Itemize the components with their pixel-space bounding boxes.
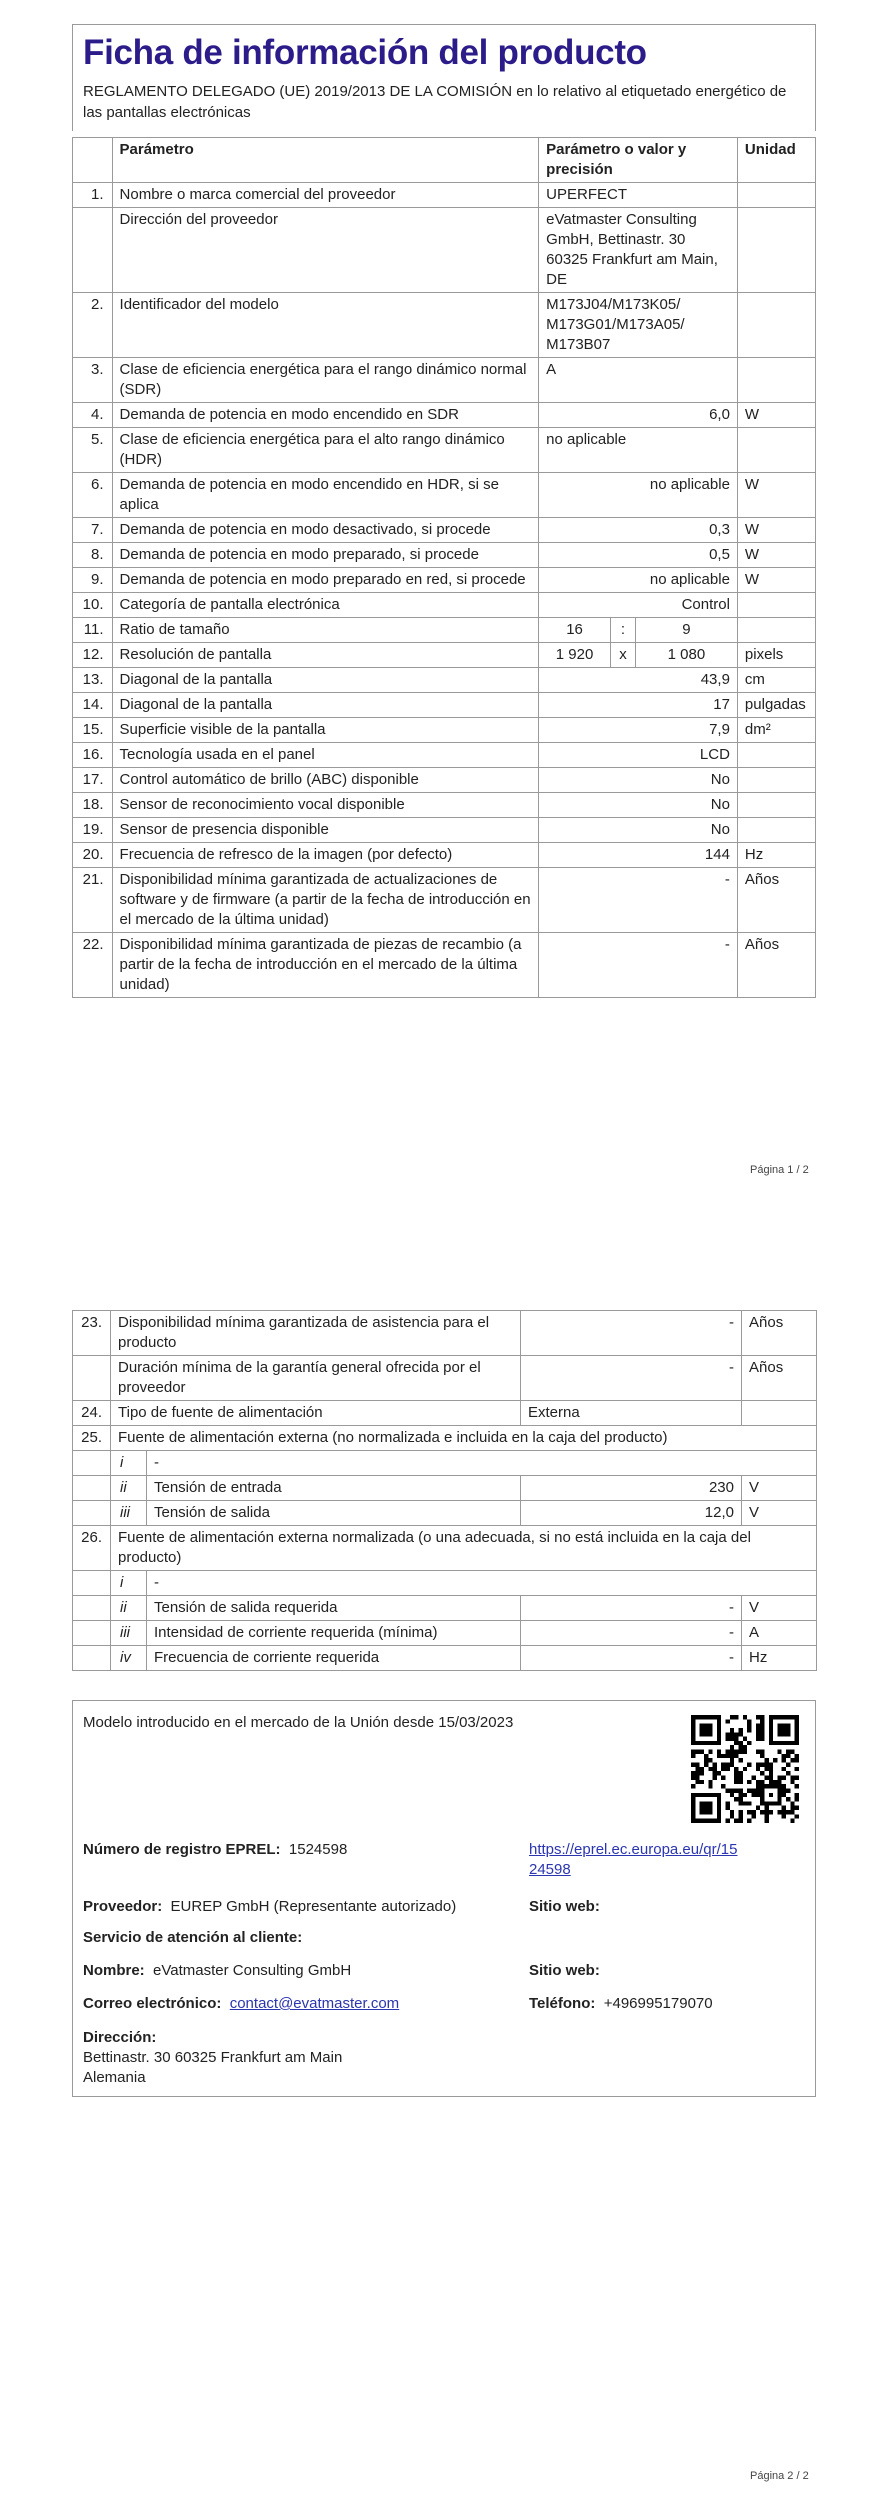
- table-row: [73, 718, 816, 743]
- parameters-table-page-1: [72, 137, 816, 998]
- sub-parameter: Intensidad de corriente requerida (mínima): [147, 1621, 521, 1646]
- row-number: 26.: [73, 1526, 111, 1571]
- sub-unit: V: [742, 1476, 817, 1501]
- sub-value: 230: [521, 1476, 742, 1501]
- row-parameter: Nombre o marca comercial del proveedor: [112, 183, 539, 208]
- sub-index: iii: [111, 1621, 147, 1646]
- sub-parameter: Tensión de salida: [147, 1501, 521, 1526]
- sub-unit: Hz: [742, 1646, 817, 1671]
- row-unit: [737, 818, 815, 843]
- row-number: 3.: [73, 358, 113, 403]
- header-value: Parámetro o valor y precisión: [539, 138, 738, 183]
- row-number: 12.: [73, 643, 113, 668]
- row-value: no aplicable: [539, 473, 738, 518]
- row-parameter: Demanda de potencia en modo encendido en HDR, si se aplica: [112, 473, 539, 518]
- power-supply-header-row: [73, 1526, 817, 1571]
- row-parameter: Clase de eficiencia energética para el rango dinámico normal (SDR): [112, 358, 539, 403]
- sub-unit: V: [742, 1596, 817, 1621]
- address-line-2: Alemania: [83, 2069, 146, 2086]
- row-value: 6,0: [539, 403, 738, 428]
- table-row: [73, 818, 816, 843]
- supplier-row: [83, 1897, 456, 1917]
- row-number: 7.: [73, 518, 113, 543]
- row-number: 17.: [73, 768, 113, 793]
- row-value: -: [521, 1311, 742, 1356]
- table-row: [73, 843, 816, 868]
- row-parameter: Frecuencia de refresco de la imagen (por defecto): [112, 843, 539, 868]
- page-number-2: Página 2 / 2: [750, 2470, 809, 2482]
- row-value: Control: [539, 593, 738, 618]
- row-value-b: 1 080: [635, 643, 737, 668]
- sub-value: 12,0: [521, 1501, 742, 1526]
- table-row: [73, 768, 816, 793]
- row-number: 25.: [73, 1426, 111, 1451]
- power-supply-sub-row: [73, 1596, 817, 1621]
- power-supply-sub-row: [73, 1571, 817, 1596]
- row-number: 11.: [73, 618, 113, 643]
- row-number: 1.: [73, 183, 113, 208]
- row-value: no aplicable: [539, 428, 738, 473]
- row-parameter: Control automático de brillo (ABC) disponible: [112, 768, 539, 793]
- regulation-suffix: en lo relativo al etiquetado energético de las pantallas electrónicas: [83, 83, 787, 121]
- row-value: 144: [539, 843, 738, 868]
- row-parameter: Diagonal de la pantalla: [112, 668, 539, 693]
- row-value: 0,5: [539, 543, 738, 568]
- row-parameter: Dirección del proveedor: [112, 208, 539, 293]
- sub-index: iii: [111, 1501, 147, 1526]
- row-number: 13.: [73, 668, 113, 693]
- row-unit: pixels: [737, 643, 815, 668]
- email-label: Correo electrónico:: [83, 1995, 222, 2012]
- row-unit: [737, 743, 815, 768]
- row-value: 17: [539, 693, 738, 718]
- table-row: [73, 358, 816, 403]
- row-number: 20.: [73, 843, 113, 868]
- table-row: [73, 1401, 817, 1426]
- sub-index: ii: [111, 1596, 147, 1621]
- sub-parameter: -: [147, 1451, 817, 1476]
- row-parameter: Tecnología usada en el panel: [112, 743, 539, 768]
- row-number: 16.: [73, 743, 113, 768]
- table-row: [73, 668, 816, 693]
- power-supply-sub-row: [73, 1476, 817, 1501]
- table-row: [73, 403, 816, 428]
- row-unit: [737, 768, 815, 793]
- row-value-separator: :: [610, 618, 635, 643]
- row-parameter: Identificador del modelo: [112, 293, 539, 358]
- header-param: Parámetro: [112, 138, 539, 183]
- row-number: 5.: [73, 428, 113, 473]
- row-value: eVatmaster Consulting GmbH, Bettinastr. 30 60325 Frankfurt am Main, DE: [539, 208, 738, 293]
- row-parameter: Sensor de reconocimiento vocal disponible: [112, 793, 539, 818]
- row-unit: Hz: [737, 843, 815, 868]
- eprel-link-block: [529, 1840, 737, 1880]
- supplier-label: Proveedor:: [83, 1898, 163, 1915]
- sub-value: -: [521, 1646, 742, 1671]
- row-value: LCD: [539, 743, 738, 768]
- power-supply-sub-row: [73, 1501, 817, 1526]
- row-unit: [737, 793, 815, 818]
- row-number: 9.: [73, 568, 113, 593]
- page-title: Ficha de información del producto: [83, 33, 647, 72]
- row-number-empty: [73, 1596, 111, 1621]
- phone-label: Teléfono:: [529, 1995, 596, 2012]
- eprel-link-line-1: https://eprel.ec.europa.eu/qr/15: [529, 1841, 738, 1858]
- row-unit: pulgadas: [737, 693, 815, 718]
- row-unit: [737, 428, 815, 473]
- qr-code[interactable]: [691, 1715, 799, 1823]
- row-number-empty: [73, 1646, 111, 1671]
- sub-parameter: Tensión de salida requerida: [147, 1596, 521, 1621]
- row-value-a: 1 920: [539, 643, 611, 668]
- address-block: [83, 2028, 342, 2088]
- row-parameter: Tipo de fuente de alimentación: [111, 1401, 521, 1426]
- name-value: eVatmaster Consulting GmbH: [153, 1962, 352, 1979]
- service-name-row: [83, 1961, 351, 1981]
- row-unit: [737, 208, 815, 293]
- row-unit: [737, 618, 815, 643]
- row-parameter: Demanda de potencia en modo preparado, si procede: [112, 543, 539, 568]
- row-unit: cm: [737, 668, 815, 693]
- sub-unit: A: [742, 1621, 817, 1646]
- row-value-a: 16: [539, 618, 611, 643]
- row-number-empty: [73, 1621, 111, 1646]
- row-parameter: Disponibilidad mínima garantizada de actualizaciones de software y de firmware (a partir de la fecha de introducción en el mercado de la última unidad): [112, 868, 539, 933]
- row-number-empty: [73, 1451, 111, 1476]
- row-unit: Años: [742, 1311, 817, 1356]
- row-number: 10.: [73, 593, 113, 618]
- row-parameter: Duración mínima de la garantía general ofrecida por el proveedor: [111, 1356, 521, 1401]
- row-number: 24.: [73, 1401, 111, 1426]
- customer-service-heading: [83, 1928, 302, 1948]
- row-parameter: Demanda de potencia en modo encendido en SDR: [112, 403, 539, 428]
- table-row: [73, 568, 816, 593]
- ratio-row: [73, 618, 816, 643]
- row-unit: W: [737, 473, 815, 518]
- table-row: [73, 183, 816, 208]
- row-number-empty: [73, 1501, 111, 1526]
- email-link[interactable]: contact@evatmaster.com: [229, 1995, 400, 2012]
- page-number-1: Página 1 / 2: [750, 1164, 809, 1176]
- row-value-b: 9: [635, 618, 737, 643]
- eprel-label: Número de registro EPREL:: [83, 1841, 281, 1858]
- row-number: 18.: [73, 793, 113, 818]
- sub-value: -: [521, 1621, 742, 1646]
- table-row: [73, 1356, 817, 1401]
- regulation-prefix: REGLAMENTO DELEGADO (UE) 2019/2013 DE LA COMISIÓN: [83, 83, 513, 100]
- row-value: 7,9: [539, 718, 738, 743]
- power-supply-title: Fuente de alimentación externa (no normalizada e incluida en la caja del producto): [111, 1426, 817, 1451]
- row-unit: Años: [737, 868, 815, 933]
- table-row: [73, 1311, 817, 1356]
- row-value: -: [539, 933, 738, 998]
- eprel-number: 1524598: [288, 1841, 348, 1858]
- eprel-link-line-2: 24598: [529, 1861, 571, 1878]
- header-unit: Unidad: [737, 138, 815, 183]
- table-row: [73, 428, 816, 473]
- row-number: 14.: [73, 693, 113, 718]
- row-number: [73, 1356, 111, 1401]
- table-row: [73, 593, 816, 618]
- row-number: 2.: [73, 293, 113, 358]
- sub-index: iv: [111, 1646, 147, 1671]
- row-number: 23.: [73, 1311, 111, 1356]
- row-unit: [742, 1401, 817, 1426]
- row-unit: [737, 293, 815, 358]
- address-line-1: Bettinastr. 30 60325 Frankfurt am Main: [83, 2049, 343, 2066]
- phone-row: [529, 1994, 713, 2014]
- row-value: -: [521, 1356, 742, 1401]
- row-value: no aplicable: [539, 568, 738, 593]
- power-supply-title: Fuente de alimentación externa normalizada (o una adecuada, si no está incluida en la caja del producto): [111, 1526, 817, 1571]
- row-value-separator: x: [610, 643, 635, 668]
- power-supply-header-row: [73, 1426, 817, 1451]
- website-label: Sitio web:: [529, 1898, 600, 1915]
- row-number: [73, 208, 113, 293]
- sheet-header: [72, 24, 816, 131]
- row-parameter: Demanda de potencia en modo desactivado, si procede: [112, 518, 539, 543]
- power-supply-sub-row: [73, 1621, 817, 1646]
- row-parameter: Superficie visible de la pantalla: [112, 718, 539, 743]
- regulation-text: [83, 81, 805, 123]
- eprel-link[interactable]: [529, 1841, 737, 1878]
- row-value: M173J04/M173K05/ M173G01/M173A05/ M173B07: [539, 293, 738, 358]
- row-value: 43,9: [539, 668, 738, 693]
- sub-parameter: -: [147, 1571, 817, 1596]
- service-label: Servicio de atención al cliente:: [83, 1929, 303, 1946]
- row-unit: dm²: [737, 718, 815, 743]
- row-unit: W: [737, 403, 815, 428]
- row-unit: [737, 358, 815, 403]
- row-number: 8.: [73, 543, 113, 568]
- sub-unit: V: [742, 1501, 817, 1526]
- row-unit: W: [737, 518, 815, 543]
- row-value: No: [539, 768, 738, 793]
- row-number: 21.: [73, 868, 113, 933]
- table-row: [73, 543, 816, 568]
- website-label-2: Sitio web:: [529, 1962, 600, 1979]
- table-row: [73, 868, 816, 933]
- row-unit: [737, 593, 815, 618]
- row-unit: W: [737, 543, 815, 568]
- row-value: No: [539, 818, 738, 843]
- email-row: [83, 1994, 399, 2014]
- market-date: Modelo introducido en el mercado de la Unión desde 15/03/2023: [83, 1714, 514, 1731]
- row-parameter: Disponibilidad mínima garantizada de piezas de recambio (a partir de la fecha de introducción en el mercado de la última unidad): [112, 933, 539, 998]
- resolution-row: [73, 643, 816, 668]
- name-label: Nombre:: [83, 1962, 145, 1979]
- service-website: [529, 1961, 600, 1981]
- row-unit: Años: [742, 1356, 817, 1401]
- row-number: 6.: [73, 473, 113, 518]
- table-row: [73, 473, 816, 518]
- row-number: 19.: [73, 818, 113, 843]
- row-parameter: Clase de eficiencia energética para el alto rango dinámico (HDR): [112, 428, 539, 473]
- phone-value: +496995179070: [603, 1995, 713, 2012]
- sub-index: ii: [111, 1476, 147, 1501]
- row-number: 22.: [73, 933, 113, 998]
- row-parameter: Demanda de potencia en modo preparado en red, si procede: [112, 568, 539, 593]
- header-number: [73, 138, 113, 183]
- table-row: [73, 518, 816, 543]
- row-parameter: Diagonal de la pantalla: [112, 693, 539, 718]
- power-supply-sub-row: [73, 1646, 817, 1671]
- parameters-table-page-2: [72, 1310, 817, 1671]
- sub-index: i: [111, 1571, 147, 1596]
- sub-index: i: [111, 1451, 147, 1476]
- row-value: Externa: [521, 1401, 742, 1426]
- row-number-empty: [73, 1476, 111, 1501]
- row-value: -: [539, 868, 738, 933]
- table-row: [73, 293, 816, 358]
- power-supply-sub-row: [73, 1451, 817, 1476]
- row-unit: Años: [737, 933, 815, 998]
- supplier-website: [529, 1897, 600, 1917]
- row-value: UPERFECT: [539, 183, 738, 208]
- row-parameter: Ratio de tamaño: [112, 618, 539, 643]
- sub-parameter: Frecuencia de corriente requerida: [147, 1646, 521, 1671]
- row-number: 15.: [73, 718, 113, 743]
- table-row: [73, 933, 816, 998]
- row-parameter: Disponibilidad mínima garantizada de asistencia para el producto: [111, 1311, 521, 1356]
- row-number-empty: [73, 1571, 111, 1596]
- supplier-value: EUREP GmbH (Representante autorizado): [170, 1898, 457, 1915]
- sub-parameter: Tensión de entrada: [147, 1476, 521, 1501]
- table-row: [73, 743, 816, 768]
- address-label: Dirección:: [83, 2029, 157, 2046]
- row-parameter: Sensor de presencia disponible: [112, 818, 539, 843]
- row-parameter: Categoría de pantalla electrónica: [112, 593, 539, 618]
- row-value: A: [539, 358, 738, 403]
- row-value: No: [539, 793, 738, 818]
- table-row: [73, 208, 816, 293]
- row-value: 0,3: [539, 518, 738, 543]
- row-number: 4.: [73, 403, 113, 428]
- supplier-info-box: [72, 1700, 816, 2097]
- row-unit: [737, 183, 815, 208]
- row-parameter: Resolución de pantalla: [112, 643, 539, 668]
- eprel-row: [83, 1840, 347, 1860]
- row-unit: W: [737, 568, 815, 593]
- table-row: [73, 693, 816, 718]
- sub-value: -: [521, 1596, 742, 1621]
- table-header-row: [73, 138, 816, 183]
- table-row: [73, 793, 816, 818]
